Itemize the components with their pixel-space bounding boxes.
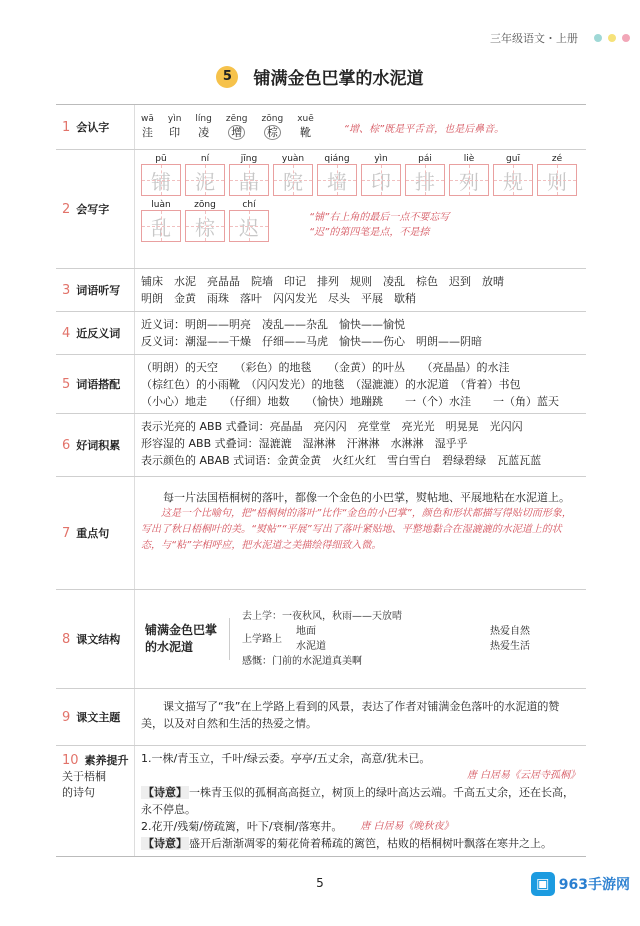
write-cell [449, 154, 489, 196]
write-cell [141, 154, 181, 196]
pinyin: wā [141, 114, 154, 124]
row-num: 1 [62, 119, 71, 135]
collocation-line-2: （棕红色）的小雨靴 （闪闪发光）的地毯 （湿漉漉）的水泥道 （背着）书包 [141, 378, 521, 391]
write-cell [141, 200, 181, 242]
row-num: 6 [62, 437, 71, 453]
write-cell [229, 200, 269, 242]
hanzi: 凌 [198, 126, 210, 139]
row-title: 会写字 [76, 203, 110, 216]
write-note-1: “铺”右上角的最后一点不要忘写 [309, 212, 450, 223]
row-label [56, 746, 134, 856]
theme-item: 热爱生活 [490, 641, 530, 652]
tian-grid-char: 泥 [185, 164, 225, 196]
page-number: 5 [316, 876, 324, 890]
structure-branches [230, 609, 490, 669]
write-grid-row-2 [141, 200, 269, 242]
structure-content [134, 590, 586, 688]
pinyin: liè [463, 154, 475, 164]
row-label [56, 477, 134, 589]
dictation-line-1: 铺床 水泥 亮晶晶 院墙 印记 排列 规则 凌乱 棕色 迟到 放晴 [141, 275, 504, 288]
write-note-2: “迟”的第四笔是点，不是捺 [309, 227, 430, 238]
row-key-sentence [56, 477, 586, 590]
row-label [56, 105, 134, 149]
branch-b [242, 624, 490, 654]
recognize-note: “增、棕”既是平舌音，也是后鼻音。 [343, 123, 505, 135]
pinyin: zōng [261, 114, 284, 124]
row-label [56, 269, 134, 311]
write-second-line [141, 200, 580, 242]
structure-root: 铺满金色巴掌的水泥道 [141, 618, 230, 660]
row-recognize [56, 105, 586, 150]
write-notes [309, 210, 449, 242]
hanzi: 洼 [141, 126, 153, 139]
write-cell [361, 154, 401, 196]
row-label [56, 414, 134, 476]
branch-c: 感慨：门前的水泥道真美啊 [242, 656, 362, 667]
char-item [168, 114, 182, 140]
row-num: 2 [62, 201, 71, 217]
poem-1: 1.一株/青玉立，千叶/绿云委。亭亭/五丈余，高意/犹未已。 [141, 752, 431, 765]
tian-grid-char: 晶 [229, 164, 269, 196]
tian-grid-char: 规 [493, 164, 533, 196]
collocation-line-3: （小心）地走 （仔细）地数 （愉快）地蹦跳 一（个）水洼 一（角）蓝天 [141, 395, 559, 408]
lesson-number: 5 [216, 66, 238, 88]
row-num: 7 [62, 525, 71, 541]
write-cell [405, 154, 445, 196]
decor-dots [594, 34, 630, 42]
dot-yellow [608, 34, 616, 42]
key-sentence-explain: 这是一个比喻句，把“梧桐树的落叶”比作“金色的小巴掌”，颜色和形状都描写得贴切而形象，写出了秋日梧桐叶的美。“熨帖”“平展”写出了落叶紧贴地、平整地黏合在湿漉漉的水泥道上的状态，与“粘”字相呼应，把水泥道之美描绘得细致入微。 [141, 508, 572, 551]
hanzi: 靴 [299, 126, 311, 139]
structure-theme [490, 624, 580, 654]
pinyin: ní [200, 154, 210, 164]
theme-item: 热爱自然 [490, 626, 530, 637]
tian-grid-char: 印 [361, 164, 401, 196]
tian-grid-char: 棕 [185, 210, 225, 242]
pinyin: yuàn [281, 154, 305, 164]
poem-1-meaning [141, 784, 580, 818]
row-label [56, 689, 134, 745]
hanzi: 印 [169, 126, 181, 139]
char-item [141, 114, 154, 140]
collocation-content [134, 355, 586, 413]
good-words-line-2: 形容湿的 ABB 式叠词：湿漉漉 湿淋淋 汗淋淋 水淋淋 湿乎乎 [141, 437, 468, 450]
tian-grid-char: 铺 [141, 164, 181, 196]
hanzi-circled: 棕 [264, 125, 281, 140]
tian-grid-char: 排 [405, 164, 445, 196]
tian-grid-char: 院 [273, 164, 313, 196]
row-num: 8 [62, 631, 71, 647]
char-item [195, 114, 211, 140]
pinyin: zé [551, 154, 563, 164]
row-theme [56, 689, 586, 746]
write-content [134, 150, 586, 268]
synonyms-content [134, 312, 586, 354]
collocation-line-1: （明朗）的天空 （彩色）的地毯 （金黄）的叶丛 （亮晶晶）的水洼 [141, 361, 510, 374]
meaning-tag: 【诗意】 [143, 786, 187, 799]
pinyin: xuē [297, 114, 314, 124]
row-title: 会认字 [76, 121, 110, 134]
branch-b-items [296, 624, 326, 654]
recognize-content [134, 105, 586, 149]
poem-2-meaning [141, 835, 580, 852]
branch-b-title: 上学路上 [242, 633, 282, 645]
dot-pink [622, 34, 630, 42]
write-grid-row-1 [141, 154, 580, 196]
tian-grid-char: 迟 [229, 210, 269, 242]
row-good-words [56, 414, 586, 477]
row-label [56, 355, 134, 413]
row-num: 4 [62, 325, 71, 341]
row-title: 词语听写 [76, 284, 121, 297]
top-header [0, 28, 640, 48]
row-num: 5 [62, 376, 71, 392]
row-num: 3 [62, 282, 71, 298]
antonyms-line: 反义词：潮湿——干燥 仔细——马虎 愉快——伤心 明朗——阴暗 [141, 335, 482, 348]
branch-b-item: 水泥道 [296, 641, 326, 652]
good-words-content [134, 414, 586, 476]
row-title: 近反义词 [76, 327, 121, 340]
tian-grid-char: 列 [449, 164, 489, 196]
pinyin: zēng [225, 114, 248, 124]
row-label [56, 590, 134, 688]
site-logo[interactable] [531, 872, 630, 896]
pinyin: pái [418, 154, 432, 164]
poem-2: 2.花开/残菊/傍疏篱，叶下/衰桐/落寒井。 [141, 820, 343, 833]
logo-text: 963手游网 [558, 877, 630, 893]
meaning-text: 盛开后渐渐凋零的菊花倚着稀疏的篱笆，枯败的梧桐树叶飘落在寒井之上。 [189, 837, 552, 850]
row-title: 好词积累 [76, 439, 121, 452]
pinyin: chí [242, 200, 256, 210]
study-table [56, 104, 586, 857]
theme-text: 课文描写了“我”在上学路上看到的风景，表达了作者对铺满金色落叶的水泥道的赞美，以及对自然和生活的热爱之情。 [141, 700, 560, 730]
branch-a: 去上学：一夜秋风，秋雨——天放晴 [242, 611, 402, 622]
row-title: 课文结构 [76, 633, 121, 646]
poems-content [134, 746, 586, 856]
row-title: 素养提升 [84, 754, 129, 767]
char-item [297, 114, 314, 140]
char-item [226, 114, 248, 140]
row-label [56, 150, 134, 268]
key-sentence: 每一片法国梧桐树的落叶，都像一个金色的小巴掌，熨帖地、平展地粘在水泥道上。 [163, 491, 570, 504]
pinyin: yìn [374, 154, 388, 164]
char-item [262, 114, 284, 140]
grade-label: 三年级语文・上册 [490, 32, 578, 45]
pinyin: guī [506, 154, 520, 164]
row-num: 9 [62, 709, 71, 725]
row-title: 重点句 [76, 527, 110, 540]
write-cell [537, 154, 577, 196]
poem-1-source: 唐 白居易《云居寺孤桐》 [466, 770, 580, 781]
pinyin: luàn [151, 200, 171, 210]
synonyms-line: 近义词：明朗——明亮 凌乱——杂乱 愉快——愉悦 [141, 318, 405, 331]
write-cell [317, 154, 357, 196]
structure-diagram [141, 594, 580, 684]
pinyin: yìn [167, 114, 182, 124]
branch-b-item: 地面 [296, 626, 316, 637]
meaning-tag: 【诗意】 [143, 837, 187, 850]
row-collocation [56, 355, 586, 414]
write-cell [273, 154, 313, 196]
theme-content [134, 689, 586, 745]
pinyin: qiáng [324, 154, 350, 164]
write-cell [185, 154, 225, 196]
dot-teal [594, 34, 602, 42]
row-write [56, 150, 586, 269]
tian-grid-char: 乱 [141, 210, 181, 242]
write-cell [229, 154, 269, 196]
meaning-text: 一株青玉似的孤桐高高挺立，树顶上的绿叶高达云端。千高五丈余，还在长高，永不停息。 [141, 786, 574, 816]
key-sentence-content [134, 477, 586, 589]
tian-grid-char: 则 [537, 164, 577, 196]
good-words-line-3: 表示颜色的 ABAB 式词语：金黄金黄 火红火红 雪白雪白 碧绿碧绿 瓦蓝瓦蓝 [141, 454, 542, 467]
row-title: 词语搭配 [76, 378, 121, 391]
row-subtitle-1: 关于梧桐 [62, 770, 106, 783]
poem-2-source: 唐 白居易《晚秋夜》 [360, 821, 454, 832]
dictation-content [134, 269, 586, 311]
pinyin: pū [155, 154, 167, 164]
dictation-line-2: 明朗 金黄 雨珠 落叶 闪闪发光 尽头 平展 歇稍 [141, 292, 416, 305]
pinyin: zōng [194, 200, 216, 210]
tian-grid-char: 墙 [317, 164, 357, 196]
lesson-title-bar [0, 64, 640, 89]
recognize-chars [141, 114, 314, 140]
lesson-title: 铺满金色巴掌的水泥道 [253, 69, 424, 89]
hanzi-circled: 增 [228, 125, 245, 140]
write-cell [185, 200, 225, 242]
write-cell [493, 154, 533, 196]
pinyin: jīng [240, 154, 258, 164]
pinyin: líng [195, 114, 212, 124]
row-title: 课文主题 [76, 711, 121, 724]
row-num: 10 [62, 753, 79, 768]
row-synonyms [56, 312, 586, 355]
row-dictation [56, 269, 586, 312]
logo-icon: ▣ [531, 872, 555, 896]
row-subtitle-2: 的诗句 [62, 786, 95, 799]
row-structure [56, 590, 586, 689]
poem-2-line [141, 818, 580, 835]
row-label [56, 312, 134, 354]
good-words-line-1: 表示光亮的 ABB 式叠词：亮晶晶 亮闪闪 亮堂堂 亮光光 明晃晃 光闪闪 [141, 420, 523, 433]
row-improve [56, 746, 586, 857]
